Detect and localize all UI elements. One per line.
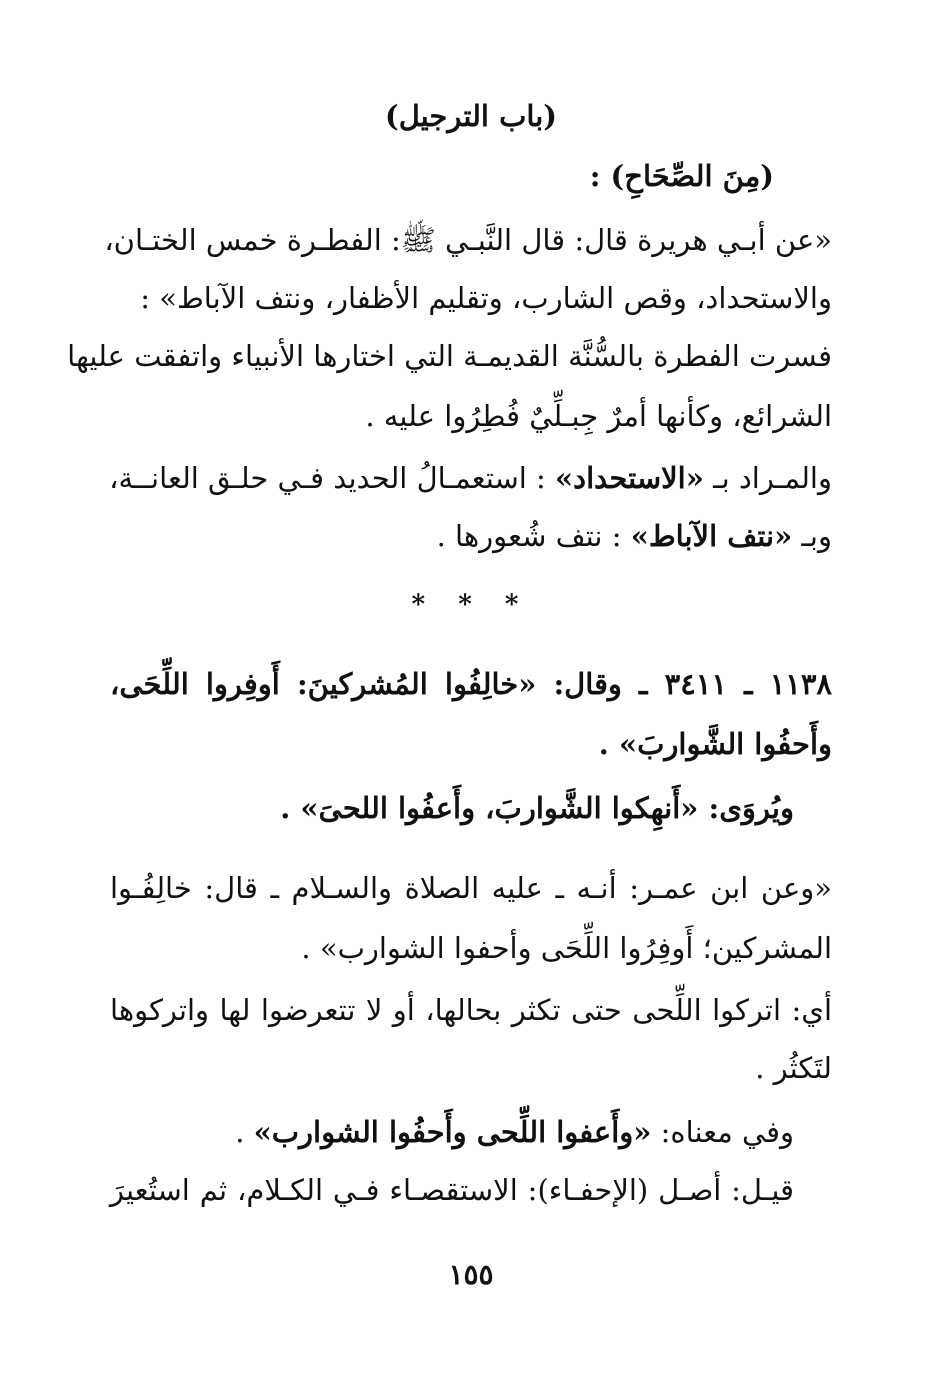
commentary3-line2: لتَكثُر . [755, 1051, 832, 1085]
commentary4-prefix: وفي معناه: [651, 1115, 794, 1149]
hadith1-line1: «عن أبـي هريرة قال: قال النَّبـي ﷺ: الفطـرة خمس الختـان، [104, 223, 832, 257]
page-number: ١٥٥ [448, 1258, 494, 1291]
hadith2-line2: وأَحفُوا الشَّواربَ» . [598, 727, 832, 761]
hadith3-line2: المشركين؛ أَوفِرُوا اللِّحَى وأحفوا الشوارب» . [301, 931, 832, 965]
hadith1-line2: والاستحداد، وقص الشارب، وتقليم الأظفار، ونتف الآباط» : [140, 281, 832, 315]
commentary1-line2: الشرائع، وكأنها أمرٌ جِبـلِّيٌ فُطِرُوا عليه . [365, 399, 832, 433]
hadith2-line3: ويُروَى: «أَنهِكوا الشَّواربَ، وأَعفُوا اللحىَ» . [280, 791, 794, 825]
section-label: (مِنَ الصِّحَاحِ) : [589, 159, 774, 193]
commentary4-suffix: . [235, 1115, 254, 1149]
hadith3-line1: «وعن ابن عمـر: أنـه ـ عليه الصلاة والسـلام ـ قال: خالِفُـوا [110, 871, 832, 905]
term-afu-al-liha: «وأَعفوا اللِّحى وأَحفُوا الشوارب» [253, 1115, 652, 1149]
commentary2-line2 [110, 516, 832, 556]
hadith2-line1: ١١٣٨ ـ ٣٤١١ ـ وقال: «خالِفُوا المُشركينَ: أَوفِروا اللِّحَى، [110, 667, 832, 701]
commentary2-prefix1: والمـراد بـ [703, 461, 832, 495]
section-separator: * * * [411, 590, 531, 620]
commentary2-suffix1: : استعمـالُ الحديد فـي حلـق العانــة، [109, 461, 556, 495]
commentary1-line1: فسرت الفطرة بالسُّنَّة القديمـة التي اختارها الأنبياء واتفقت عليها [67, 339, 832, 373]
commentary2-suffix2: : نتف شُعورها . [436, 519, 631, 553]
commentary2-prefix2: وبـ [792, 519, 832, 553]
term-istihdad: «الاستحداد» [555, 461, 704, 495]
term-natf-al-abat: «نتف الآباط» [630, 519, 793, 553]
commentary3-line1: أي: اتركوا اللِّحى حتى تكثر بحالها، أو لا تتعرضوا لها واتركوها [110, 993, 832, 1027]
commentary4-line [110, 1112, 794, 1152]
chapter-title: (باب الترجيل) [384, 99, 558, 133]
commentary2-line1 [110, 458, 832, 498]
commentary5-line1: قيـل: أصـل (الإحفـاء): الاستقصـاء فـي الكـلام، ثم استُعيرَ [110, 1173, 794, 1207]
